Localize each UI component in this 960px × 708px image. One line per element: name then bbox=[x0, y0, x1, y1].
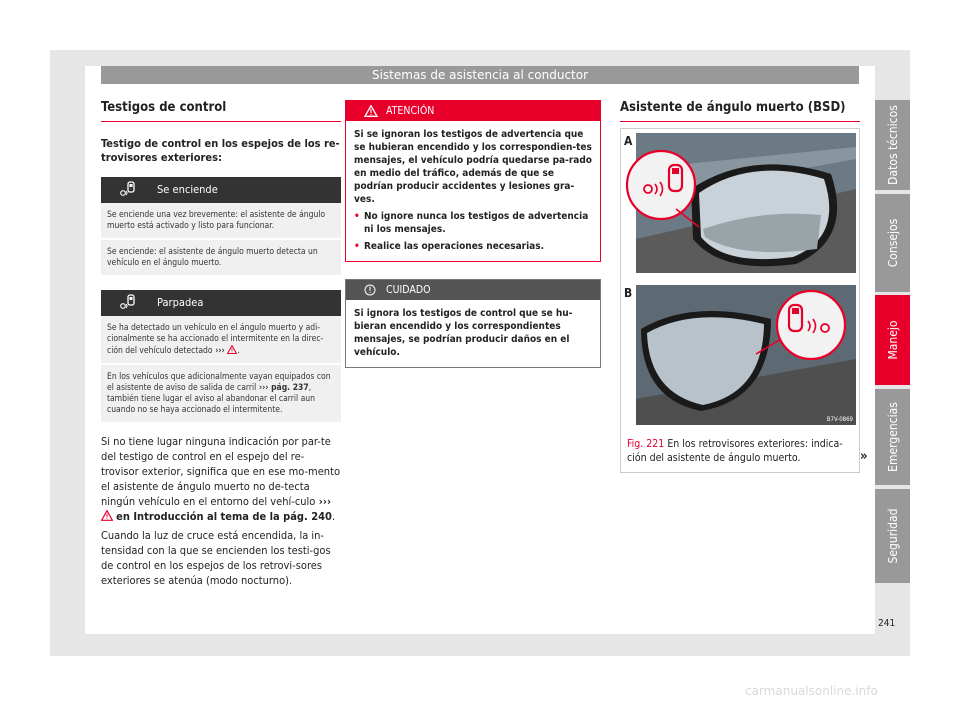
watermark: carmanualsonline.info bbox=[745, 684, 878, 698]
indicator-box-on bbox=[101, 177, 341, 275]
indicator-text: En los vehículos que adicionalmente vayan equipados con el asistente de aviso de salida de carril bbox=[107, 372, 331, 393]
panel-b bbox=[621, 285, 856, 425]
figure-caption-text: En los retrovisores exteriores: indica-ción del asistente de ángulo muerto. bbox=[627, 438, 843, 464]
paragraph-text: Si no tiene lugar ninguna indicación por par-te del testigo de control en el espejo del re-trovisor exterior, significa que en ese mo-mento el asistente de ángulo muerto no de-tecta ningún vehículo en el entorno del vehí-culo bbox=[101, 435, 340, 508]
section-title: Asistente de ángulo muerto (BSD) bbox=[620, 100, 846, 115]
warning-text: Si se ignoran los testigos de advertencia que se hubieran encendido y los correspondien-tes mensajes, el vehículo podría quedarse pa-rado en medio del tráfico, además de que se podrían producir accidentes y lesiones gra-ves. bbox=[354, 129, 592, 205]
tab-seguridad[interactable] bbox=[875, 489, 910, 583]
tab-datos-tecnicos[interactable] bbox=[875, 100, 910, 190]
body-paragraph bbox=[101, 434, 341, 524]
body-paragraph: Cuando la luz de cruce está encendida, la in-tensidad con la que se encienden los testi-gos de control en los espejos de los retrovi-sores exteriores se atenúa (modo nocturno). bbox=[101, 529, 331, 587]
caution-header bbox=[346, 280, 600, 300]
bsd-warning-lamp-icon bbox=[115, 294, 141, 312]
indicator-description bbox=[101, 316, 341, 363]
reference-arrow: ››› bbox=[256, 383, 272, 393]
bsd-warning-lamp-icon bbox=[115, 181, 141, 199]
tab-consejos[interactable] bbox=[875, 194, 910, 292]
warning-triangle-icon bbox=[227, 345, 240, 356]
right-column bbox=[620, 100, 860, 122]
page-number: 241 bbox=[878, 618, 896, 629]
continue-marker: » bbox=[860, 449, 868, 464]
figure-caption bbox=[627, 437, 857, 465]
warning-box bbox=[345, 100, 601, 262]
middle-column bbox=[345, 100, 601, 368]
panel-b-label: B bbox=[624, 286, 633, 300]
section-divider bbox=[101, 121, 341, 122]
indicator-box-header bbox=[101, 290, 341, 316]
warning-bullet: • Realice las operaciones necesarias. bbox=[354, 240, 592, 253]
warning-triangle-icon bbox=[101, 510, 113, 521]
tab-label: Seguridad bbox=[885, 508, 900, 564]
figure-code: B7V-0869 bbox=[826, 416, 853, 423]
page-reference-link[interactable]: en Introducción al tema de la pág. 240 bbox=[116, 510, 332, 523]
panel-a-label: A bbox=[624, 134, 633, 148]
tab-emergencias[interactable] bbox=[875, 389, 910, 485]
figure-frame bbox=[620, 128, 860, 473]
indicator-description bbox=[101, 363, 341, 422]
tab-manejo[interactable] bbox=[875, 295, 910, 385]
subsection-title: Testigo de control en los espejos de los re-trovisores exteriores: bbox=[101, 137, 340, 164]
warning-label: ATENCIÓN bbox=[386, 105, 435, 117]
caution-label: CUIDADO bbox=[386, 284, 431, 296]
left-column bbox=[101, 100, 341, 588]
warning-triangle-icon bbox=[364, 105, 378, 117]
mirror-illustration bbox=[621, 129, 859, 429]
page-reference-link[interactable]: pág. 237 bbox=[271, 383, 309, 393]
indicator-text: , también tiene lugar el aviso al abandonar el carril aun cuando no se haya accionado el intermitente. bbox=[107, 383, 315, 415]
indicator-box-flashing bbox=[101, 290, 341, 422]
warning-body bbox=[346, 121, 600, 261]
chapter-header: Sistemas de asistencia al conductor bbox=[101, 66, 859, 84]
caution-box bbox=[345, 279, 601, 368]
tab-label: Datos técnicos bbox=[885, 105, 900, 185]
reference-arrow: ››› bbox=[212, 346, 228, 356]
indicator-box-label: Se enciende bbox=[157, 183, 218, 196]
sentence-end: . bbox=[237, 346, 240, 356]
tab-label: Emergencias bbox=[885, 402, 900, 472]
warning-bullet: • No ignore nunca los testigos de advertencia ni los mensajes. bbox=[354, 210, 592, 236]
figure-number: Fig. 221 bbox=[627, 438, 665, 450]
reference-arrow: ››› bbox=[315, 495, 332, 508]
indicator-description: Se enciende una vez brevemente: el asistente de ángulo muerto está activado y listo para funcionar. bbox=[107, 210, 326, 231]
indicator-text: Se ha detectado un vehículo en el ángulo muerto y adi-cionalmente se ha accionado el intermitente en la direc-ción del vehículo detectado bbox=[107, 323, 324, 356]
warning-header bbox=[346, 101, 600, 121]
panel-a bbox=[621, 133, 856, 273]
indicator-description: Se enciende: el asistente de ángulo muerto detecta un vehículo en el ángulo muerto. bbox=[101, 238, 341, 275]
info-circle-icon bbox=[364, 284, 376, 296]
indicator-box-header bbox=[101, 177, 341, 203]
tab-label: Consejos bbox=[885, 218, 900, 268]
sentence-end: . bbox=[331, 510, 336, 523]
section-divider bbox=[620, 121, 860, 122]
tab-label: Manejo bbox=[885, 320, 900, 360]
section-title: Testigos de control bbox=[101, 100, 227, 115]
caution-text: Si ignora los testigos de control que se hu-bieran encendido y los correspondientes mensajes, se podrían producir daños en el vehículo. bbox=[354, 308, 573, 358]
indicator-box-label: Parpadea bbox=[157, 296, 204, 309]
